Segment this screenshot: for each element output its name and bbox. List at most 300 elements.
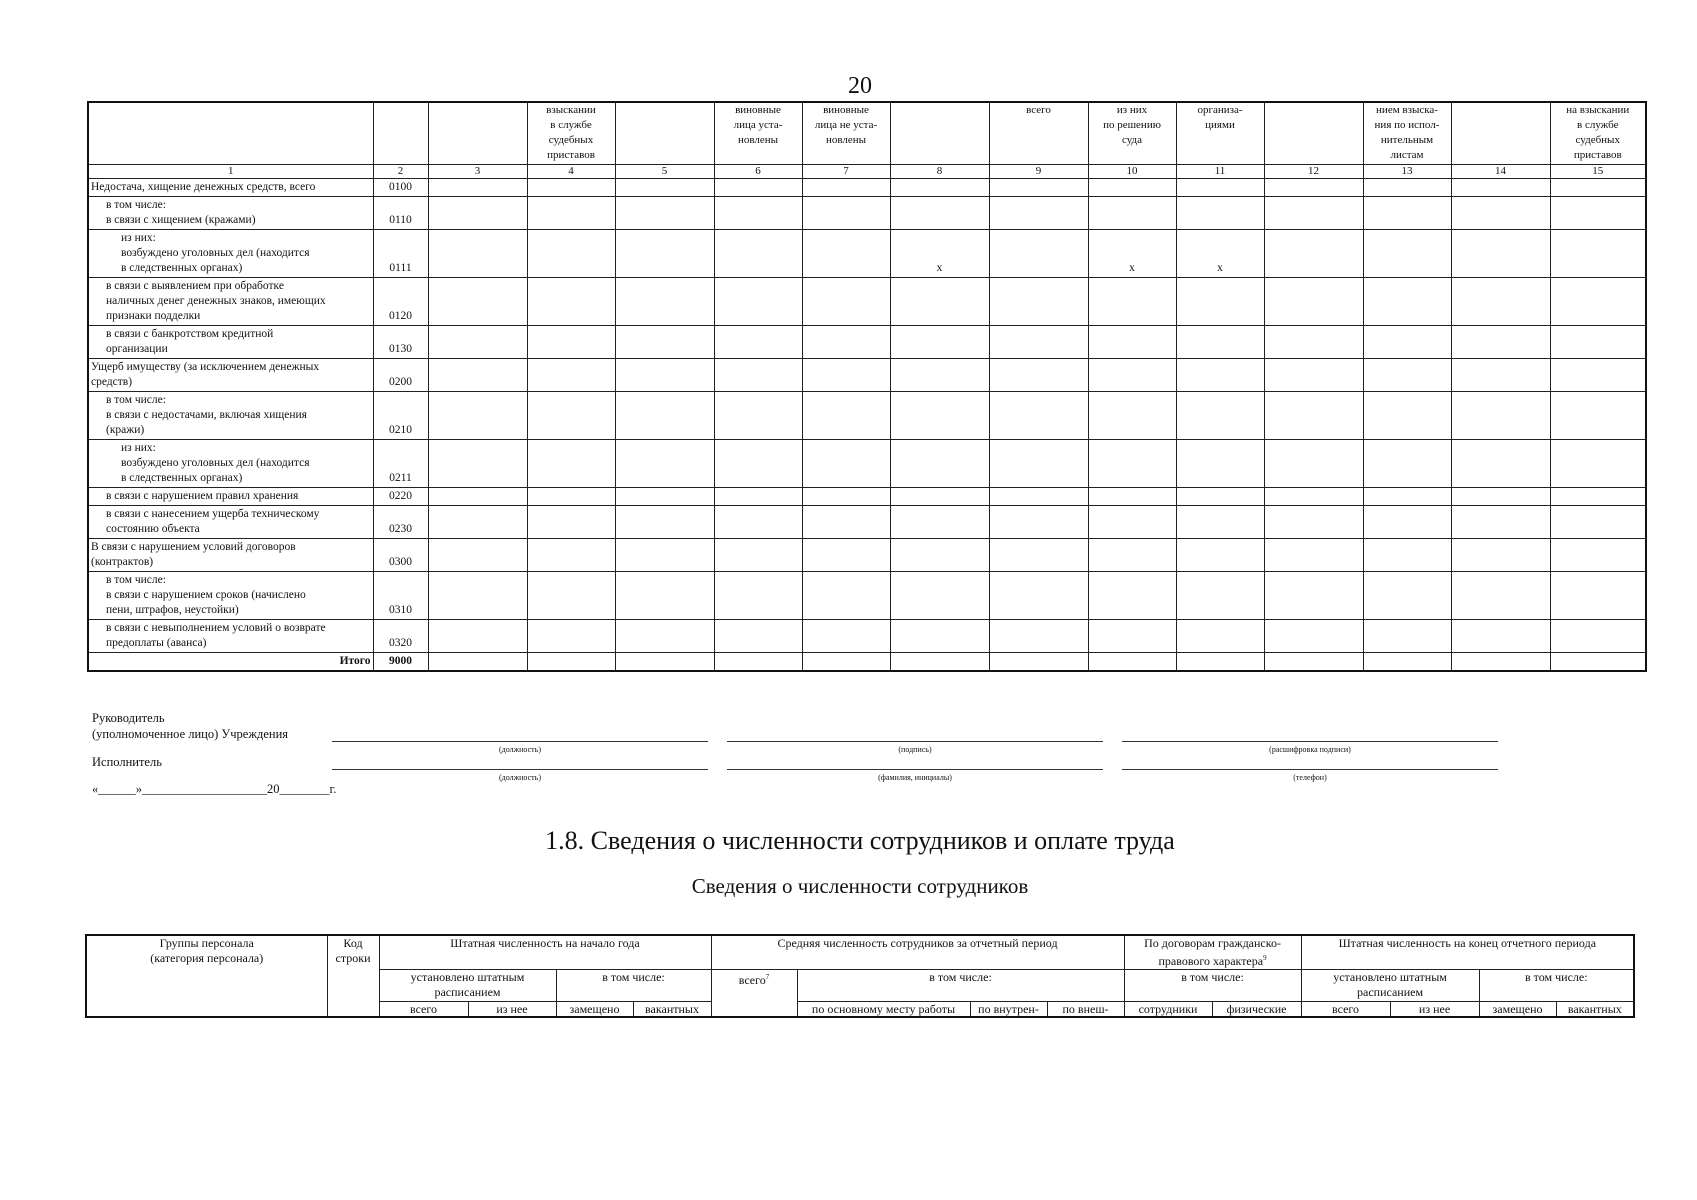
data-cell[interactable]: [1451, 230, 1550, 278]
header-col-10: из них по решению суда: [1088, 102, 1176, 165]
data-cell[interactable]: [1264, 197, 1363, 230]
data-cell[interactable]: [1363, 572, 1451, 620]
data-cell[interactable]: [1264, 506, 1363, 539]
staff-table: [85, 934, 1635, 1018]
data-cell[interactable]: [1264, 326, 1363, 359]
data-cell[interactable]: [802, 278, 890, 326]
data-cell[interactable]: [714, 326, 802, 359]
col-including: в том числе:: [556, 970, 711, 1002]
col-number: 8: [890, 165, 989, 179]
table-row: [88, 278, 1646, 326]
head-label-2: (уполномоченное лицо) Учреждения: [92, 727, 289, 741]
col-internal: по внутрен-: [970, 1002, 1047, 1018]
row-code: 0220: [373, 488, 428, 506]
col-s-vacant: вакантных: [633, 1002, 711, 1018]
header-col-5: [615, 102, 714, 165]
data-cell[interactable]: [989, 620, 1088, 653]
row-label: из них: возбуждено уголовных дел (находится в следственных органах): [88, 440, 373, 488]
col-number: 5: [615, 165, 714, 179]
data-cell[interactable]: [1363, 539, 1451, 572]
data-cell[interactable]: [428, 392, 527, 440]
col-number: 13: [1363, 165, 1451, 179]
data-cell[interactable]: [1550, 620, 1646, 653]
data-cell[interactable]: [714, 359, 802, 392]
total-row: [88, 653, 1646, 672]
col-s-filled: замещено: [556, 1002, 633, 1018]
row-code: 0100: [373, 179, 428, 197]
data-cell[interactable]: [1088, 539, 1176, 572]
col-established: установлено штатным расписанием: [379, 970, 556, 1002]
data-cell[interactable]: [615, 359, 714, 392]
row-code: 0230: [373, 506, 428, 539]
data-cell[interactable]: [714, 440, 802, 488]
subsection-title: Сведения о численности сотрудников: [691, 874, 1029, 898]
data-cell[interactable]: [714, 230, 802, 278]
col-s-of: из нее: [468, 1002, 556, 1018]
col-number: 2: [373, 165, 428, 179]
data-cell[interactable]: [1550, 197, 1646, 230]
data-cell[interactable]: [1363, 506, 1451, 539]
data-cell[interactable]: [1264, 230, 1363, 278]
table-row: [88, 539, 1646, 572]
row-code: 0320: [373, 620, 428, 653]
data-cell[interactable]: [1176, 197, 1264, 230]
data-cell[interactable]: [1088, 359, 1176, 392]
data-cell[interactable]: [714, 197, 802, 230]
losses-table: [87, 101, 1647, 672]
row-label: Ущерб имуществу (за исключением денежных средств): [88, 359, 373, 392]
x-mark: x: [1176, 230, 1264, 278]
col-e-of: из нее: [1390, 1002, 1479, 1018]
x-mark: x: [890, 230, 989, 278]
data-cell[interactable]: [890, 326, 989, 359]
data-cell[interactable]: [527, 440, 615, 488]
data-cell[interactable]: [1088, 440, 1176, 488]
total-cell[interactable]: [615, 653, 714, 672]
row-label: в том числе: в связи с хищением (кражами): [88, 197, 373, 230]
col-employees: сотрудники: [1124, 1002, 1212, 1018]
data-cell[interactable]: [802, 392, 890, 440]
data-cell[interactable]: [527, 326, 615, 359]
x-mark: x: [1088, 230, 1176, 278]
col-number: 1: [88, 165, 373, 179]
row-label: в связи с банкротством кредитной организации: [88, 326, 373, 359]
data-cell[interactable]: [1088, 620, 1176, 653]
data-cell[interactable]: [1264, 278, 1363, 326]
data-cell[interactable]: [1176, 572, 1264, 620]
data-cell[interactable]: [1088, 326, 1176, 359]
row-code: 0120: [373, 278, 428, 326]
data-cell[interactable]: [428, 197, 527, 230]
col-including-end: в том числе:: [1479, 970, 1634, 1002]
col-number: 14: [1451, 165, 1550, 179]
data-cell[interactable]: [890, 359, 989, 392]
data-cell[interactable]: [802, 326, 890, 359]
row-code: 0110: [373, 197, 428, 230]
caption-decode: (расшифровка подписи): [1269, 745, 1351, 754]
data-cell[interactable]: [890, 440, 989, 488]
row-label: в связи с выявлением при обработке наличных денег денежных знаков, имеющих признаки подделки: [88, 278, 373, 326]
data-cell[interactable]: [1264, 539, 1363, 572]
data-cell[interactable]: [1363, 230, 1451, 278]
executor-position-line[interactable]: [332, 769, 708, 770]
data-cell[interactable]: [1550, 278, 1646, 326]
data-cell[interactable]: [714, 392, 802, 440]
data-cell[interactable]: [1176, 392, 1264, 440]
data-cell[interactable]: [989, 197, 1088, 230]
data-cell[interactable]: [890, 392, 989, 440]
row-label: в связи с нарушением правил хранения: [88, 488, 373, 506]
data-cell[interactable]: [428, 620, 527, 653]
total-cell[interactable]: [1451, 653, 1550, 672]
total-cell[interactable]: [428, 653, 527, 672]
data-cell[interactable]: [428, 179, 527, 197]
data-cell[interactable]: [527, 572, 615, 620]
data-cell[interactable]: [615, 278, 714, 326]
data-cell[interactable]: [1264, 359, 1363, 392]
header-col-15: на взыскании в службе судебных приставов: [1550, 102, 1646, 165]
col-staff-end: Штатная численность на конец отчетного периода: [1301, 935, 1634, 970]
col-number: 7: [802, 165, 890, 179]
data-cell[interactable]: [1550, 572, 1646, 620]
total-cell[interactable]: [714, 653, 802, 672]
data-cell[interactable]: [527, 230, 615, 278]
data-cell[interactable]: [1176, 179, 1264, 197]
data-cell[interactable]: [1088, 179, 1176, 197]
table-row: [88, 359, 1646, 392]
table-row: [88, 392, 1646, 440]
data-cell[interactable]: [802, 230, 890, 278]
data-cell[interactable]: [1550, 506, 1646, 539]
data-cell[interactable]: [615, 488, 714, 506]
data-cell[interactable]: [890, 539, 989, 572]
data-cell[interactable]: [615, 392, 714, 440]
data-cell[interactable]: [1088, 278, 1176, 326]
data-cell[interactable]: [714, 539, 802, 572]
total-cell[interactable]: [1088, 653, 1176, 672]
header-col-9: всего: [989, 102, 1088, 165]
col-physical: физические: [1212, 1002, 1301, 1018]
data-cell[interactable]: [1176, 440, 1264, 488]
col-external: по внеш-: [1047, 1002, 1124, 1018]
data-cell[interactable]: [1176, 278, 1264, 326]
data-cell[interactable]: [615, 506, 714, 539]
row-code: 0111: [373, 230, 428, 278]
executor-name-line[interactable]: [727, 769, 1103, 770]
total-cell[interactable]: [1550, 653, 1646, 672]
data-cell[interactable]: [1088, 197, 1176, 230]
col-avg-total: всего$^7$: [711, 970, 797, 1018]
row-code: 0200: [373, 359, 428, 392]
header-col-1: [88, 102, 373, 165]
data-cell[interactable]: [615, 620, 714, 653]
data-cell[interactable]: [890, 179, 989, 197]
data-cell[interactable]: [527, 179, 615, 197]
data-cell[interactable]: [802, 506, 890, 539]
data-cell[interactable]: [1451, 440, 1550, 488]
col-staff-start: Штатная численность на начало года: [379, 935, 711, 970]
data-cell[interactable]: [615, 572, 714, 620]
data-cell[interactable]: [714, 488, 802, 506]
row-label: Недостача, хищение денежных средств, всего: [88, 179, 373, 197]
data-cell[interactable]: [1451, 197, 1550, 230]
header-col-6: виновные лица уста- новлены: [714, 102, 802, 165]
col-number: 6: [714, 165, 802, 179]
data-cell[interactable]: [428, 440, 527, 488]
data-cell[interactable]: [989, 392, 1088, 440]
table-row: [88, 506, 1646, 539]
data-cell[interactable]: [989, 539, 1088, 572]
data-cell[interactable]: [527, 539, 615, 572]
row-label: в связи с невыполнением условий о возврате предоплаты (аванса): [88, 620, 373, 653]
data-cell[interactable]: [1550, 359, 1646, 392]
table-row: [88, 620, 1646, 653]
data-cell[interactable]: [989, 506, 1088, 539]
data-cell[interactable]: [1264, 488, 1363, 506]
header-col-4: взыскании в службе судебных приставов: [527, 102, 615, 165]
data-cell[interactable]: [714, 506, 802, 539]
data-cell[interactable]: [527, 278, 615, 326]
data-cell[interactable]: [1176, 359, 1264, 392]
data-cell[interactable]: [1176, 620, 1264, 653]
data-cell[interactable]: [802, 440, 890, 488]
row-code: 0130: [373, 326, 428, 359]
data-cell[interactable]: [714, 278, 802, 326]
data-cell[interactable]: [1363, 326, 1451, 359]
data-cell[interactable]: [1451, 179, 1550, 197]
data-cell[interactable]: [989, 326, 1088, 359]
section-title: 1.8. Сведения о численности сотрудников и оплате труда: [545, 826, 1175, 855]
data-cell[interactable]: [615, 440, 714, 488]
data-cell[interactable]: [527, 359, 615, 392]
data-cell[interactable]: [1088, 488, 1176, 506]
data-cell[interactable]: [1451, 506, 1550, 539]
col-average: Средняя численность сотрудников за отчетный период: [711, 935, 1124, 970]
total-cell[interactable]: [989, 653, 1088, 672]
table-row: [88, 488, 1646, 506]
col-main-place: по основному месту работы: [797, 1002, 970, 1018]
data-cell[interactable]: [1550, 488, 1646, 506]
table-row: [88, 326, 1646, 359]
header-col-3: [428, 102, 527, 165]
data-cell[interactable]: [1550, 440, 1646, 488]
header-col-13: нием взыска- ния по испол- нительным листам: [1363, 102, 1451, 165]
col-avg-including: в том числе:: [797, 970, 1124, 1002]
data-cell[interactable]: [615, 179, 714, 197]
data-cell[interactable]: [890, 197, 989, 230]
data-cell[interactable]: [890, 620, 989, 653]
data-cell[interactable]: [1451, 539, 1550, 572]
data-cell[interactable]: [1363, 488, 1451, 506]
row-code: 0300: [373, 539, 428, 572]
data-cell[interactable]: [1264, 572, 1363, 620]
data-cell[interactable]: [1550, 392, 1646, 440]
data-cell[interactable]: [615, 326, 714, 359]
total-label: Итого: [88, 653, 373, 672]
data-cell[interactable]: [1176, 488, 1264, 506]
col-number: 15: [1550, 165, 1646, 179]
data-cell[interactable]: [802, 359, 890, 392]
data-cell[interactable]: [989, 359, 1088, 392]
data-cell[interactable]: [527, 488, 615, 506]
table-row: [88, 179, 1646, 197]
col-code: Код строки: [327, 935, 379, 1017]
row-code: 0211: [373, 440, 428, 488]
data-cell[interactable]: [802, 572, 890, 620]
data-cell[interactable]: [1451, 620, 1550, 653]
row-label: из них: возбуждено уголовных дел (находится в следственных органах): [88, 230, 373, 278]
data-cell[interactable]: [1176, 326, 1264, 359]
data-cell[interactable]: [1550, 230, 1646, 278]
data-cell[interactable]: [1363, 359, 1451, 392]
caption-name: (фамилия, инициалы): [878, 773, 952, 782]
data-cell[interactable]: [428, 506, 527, 539]
row-label: В связи с нарушением условий договоров (контрактов): [88, 539, 373, 572]
data-cell[interactable]: [1451, 326, 1550, 359]
header-col-2: [373, 102, 428, 165]
header-col-12: [1264, 102, 1363, 165]
col-number: 12: [1264, 165, 1363, 179]
data-cell[interactable]: [890, 488, 989, 506]
data-cell[interactable]: [890, 572, 989, 620]
data-cell[interactable]: [1176, 539, 1264, 572]
data-cell[interactable]: [615, 197, 714, 230]
row-code: 0310: [373, 572, 428, 620]
data-cell[interactable]: [1264, 440, 1363, 488]
table-row: [88, 440, 1646, 488]
data-cell[interactable]: [802, 539, 890, 572]
data-cell[interactable]: [1088, 572, 1176, 620]
col-groups: Группы персонала (категория персонала): [86, 935, 327, 1017]
data-cell[interactable]: [714, 572, 802, 620]
total-cell[interactable]: [1363, 653, 1451, 672]
total-cell[interactable]: [527, 653, 615, 672]
data-cell[interactable]: [1264, 179, 1363, 197]
data-cell[interactable]: [1451, 278, 1550, 326]
data-cell[interactable]: [1550, 326, 1646, 359]
data-cell[interactable]: [1363, 620, 1451, 653]
data-cell[interactable]: [428, 359, 527, 392]
col-number: 10: [1088, 165, 1176, 179]
data-cell[interactable]: [428, 230, 527, 278]
signature-line[interactable]: [727, 741, 1103, 742]
data-cell[interactable]: [428, 278, 527, 326]
col-established-end: установлено штатным расписанием: [1301, 970, 1479, 1002]
data-cell[interactable]: [1451, 392, 1550, 440]
data-cell[interactable]: [1451, 488, 1550, 506]
col-e-filled: замещено: [1479, 1002, 1556, 1018]
total-code: 9000: [373, 653, 428, 672]
data-cell[interactable]: [1550, 179, 1646, 197]
data-cell[interactable]: [1088, 392, 1176, 440]
data-cell[interactable]: [527, 620, 615, 653]
data-cell[interactable]: [1264, 392, 1363, 440]
row-label: в связи с нанесением ущерба техническому состоянию объекта: [88, 506, 373, 539]
data-cell[interactable]: [714, 179, 802, 197]
col-e-vacant: вакантных: [1556, 1002, 1634, 1018]
col-number: 4: [527, 165, 615, 179]
decode-line[interactable]: [1122, 741, 1498, 742]
data-cell[interactable]: [615, 539, 714, 572]
data-cell[interactable]: [1550, 539, 1646, 572]
row-label: в том числе: в связи с нарушением сроков (начислено пени, штрафов, неустойки): [88, 572, 373, 620]
data-cell[interactable]: [802, 488, 890, 506]
date-line[interactable]: «______»____________________20________г.: [92, 782, 337, 796]
data-cell[interactable]: [428, 488, 527, 506]
caption-phone: (телефон): [1293, 773, 1327, 782]
data-cell[interactable]: [1451, 359, 1550, 392]
total-cell[interactable]: [890, 653, 989, 672]
data-cell[interactable]: [615, 230, 714, 278]
data-cell[interactable]: [527, 506, 615, 539]
executor-phone-line[interactable]: [1122, 769, 1498, 770]
header-col-8: [890, 102, 989, 165]
data-cell[interactable]: [989, 278, 1088, 326]
data-cell[interactable]: [1363, 179, 1451, 197]
header-col-14: [1451, 102, 1550, 165]
position-line[interactable]: [332, 741, 708, 742]
data-cell[interactable]: [527, 197, 615, 230]
caption-position-2: (должность): [499, 773, 541, 782]
data-cell[interactable]: [527, 392, 615, 440]
data-cell[interactable]: [1363, 392, 1451, 440]
data-cell[interactable]: [1363, 440, 1451, 488]
data-cell[interactable]: [989, 572, 1088, 620]
data-cell[interactable]: [1088, 506, 1176, 539]
col-e-total: всего: [1301, 1002, 1390, 1018]
data-cell[interactable]: [428, 539, 527, 572]
col-number: 11: [1176, 165, 1264, 179]
col-number: 3: [428, 165, 527, 179]
data-cell[interactable]: [989, 179, 1088, 197]
col-civil-including: в том числе:: [1124, 970, 1301, 1002]
data-cell[interactable]: [428, 572, 527, 620]
data-cell[interactable]: [802, 620, 890, 653]
table-row: [88, 572, 1646, 620]
total-cell[interactable]: [1176, 653, 1264, 672]
data-cell[interactable]: [1451, 572, 1550, 620]
total-cell[interactable]: [1264, 653, 1363, 672]
data-cell[interactable]: [428, 326, 527, 359]
data-cell[interactable]: [890, 278, 989, 326]
data-cell[interactable]: [714, 620, 802, 653]
executor-label: Исполнитель: [92, 755, 162, 769]
row-label: в том числе: в связи с недостачами, включая хищения (кражи): [88, 392, 373, 440]
data-cell[interactable]: [1363, 278, 1451, 326]
data-cell[interactable]: [802, 179, 890, 197]
header-col-11: организа- циями: [1176, 102, 1264, 165]
col-number: 9: [989, 165, 1088, 179]
row-code: 0210: [373, 392, 428, 440]
page-number: 20: [848, 73, 872, 99]
data-cell[interactable]: [890, 506, 989, 539]
data-cell[interactable]: [989, 440, 1088, 488]
data-cell[interactable]: [1264, 620, 1363, 653]
data-cell[interactable]: [1363, 197, 1451, 230]
data-cell[interactable]: [989, 488, 1088, 506]
col-civil: По договорам гражданско- правового характера$^9$: [1124, 935, 1301, 970]
data-cell[interactable]: [802, 197, 890, 230]
data-cell[interactable]: [1176, 506, 1264, 539]
table-row: [88, 197, 1646, 230]
head-label-1: Руководитель: [92, 711, 165, 725]
data-cell[interactable]: [989, 230, 1088, 278]
col-s-total: всего: [379, 1002, 468, 1018]
caption-position: (должность): [499, 745, 541, 754]
total-cell[interactable]: [802, 653, 890, 672]
caption-signature: (подпись): [898, 745, 932, 754]
header-col-7: виновные лица не уста- новлены: [802, 102, 890, 165]
